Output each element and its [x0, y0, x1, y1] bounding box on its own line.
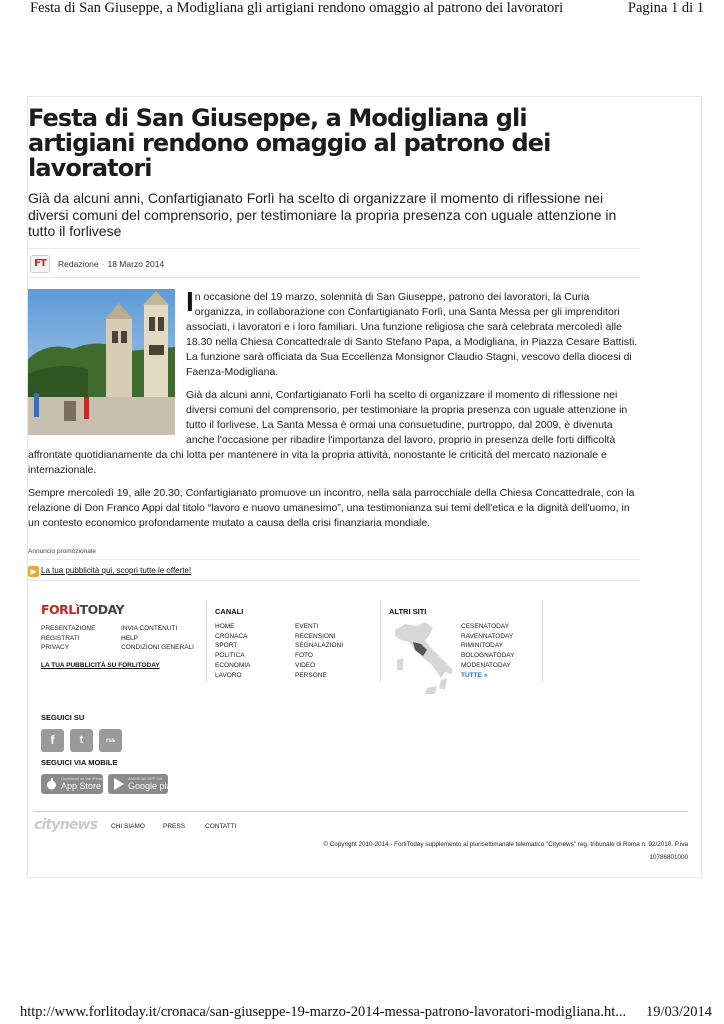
play-store-icon: [113, 778, 124, 790]
footer-link-registrati[interactable]: REGISTRATI: [41, 634, 80, 642]
print-url: http://www.forlitoday.it/cronaca/san-giuseppe-19-marzo-2014-messa-patrono-lavoratori-modigliana.ht...: [20, 1004, 627, 1020]
italy-map-icon: [389, 620, 459, 698]
canale-link[interactable]: PERSONE: [295, 671, 327, 679]
author-logo-icon: FT: [30, 255, 50, 273]
contatti-link[interactable]: CONTATTI: [205, 823, 237, 830]
print-date: 19/03/2014: [645, 1004, 712, 1020]
forlitoday-logo[interactable]: FORLìTODAY: [41, 602, 125, 617]
ad-link-row: [28, 565, 640, 581]
print-footer: [20, 1004, 712, 1024]
footer-link-presentazione[interactable]: PRESENTAZIONE: [41, 625, 96, 632]
footer-link-condizioni[interactable]: CONDIZIONI GENERALI: [121, 644, 194, 652]
twitter-button[interactable]: [70, 729, 93, 752]
canale-link[interactable]: ECONOMIA: [215, 661, 251, 669]
canale-link[interactable]: POLITICA: [215, 652, 245, 660]
app-store-button[interactable]: Download on the iPhone App Store: [41, 774, 103, 794]
altro-sito-link[interactable]: RIMINITODAY: [461, 642, 504, 650]
tutte-link[interactable]: TUTTE »: [461, 671, 488, 679]
canale-link[interactable]: SPORT: [215, 642, 238, 650]
piva-number: 10786801000: [649, 854, 688, 861]
canali-col-2: [295, 622, 343, 680]
byline: [28, 248, 640, 278]
footer-divider: [542, 600, 543, 682]
footer-divider: [380, 600, 381, 682]
canale-link[interactable]: FOTO: [295, 652, 313, 660]
article-paragraph-3: Sempre mercoledì 19, alle 20.30, Confartigianato promuove un incontro, nella sala parrocchiale della Chiesa Concattedrale, con la relazione di Don Franco Appi dal titolo “lavoro e nuovo umanesimo”, una testimonianza sui temi dell'etica e la dignità dell'uomo, in un contesto economico profondamente mutato a causa della crisi finanziaria mondiale.: [28, 487, 635, 529]
seguici-heading: SEGUICI SU: [41, 713, 85, 722]
canale-link[interactable]: CRONACA: [215, 632, 248, 640]
rss-button[interactable]: [99, 729, 122, 752]
print-header-title: Festa di San Giuseppe, a Modigliana gli artigiani rendono omaggio al patrono dei lavoratori: [30, 0, 564, 16]
canale-link[interactable]: LAVORO: [215, 671, 242, 679]
article-date: 18 Marzo 2014: [107, 259, 165, 269]
canale-link[interactable]: EVENTI: [295, 623, 319, 630]
canali-col-1: [215, 622, 250, 680]
footer-advert-link[interactable]: LA TUA PUBBLICITÀ SU FORLìTODAY: [41, 662, 160, 669]
article-body: [28, 286, 640, 539]
footer-link-invia-contenuti[interactable]: INVIA CONTENUTI: [121, 625, 178, 632]
dropcap: I: [186, 286, 194, 317]
altri-siti-heading: ALTRI SITI: [389, 607, 427, 616]
print-header: [30, 0, 704, 20]
twitter-icon: t: [79, 734, 84, 746]
footer-col-1: [41, 624, 95, 653]
canale-link[interactable]: SEGNALAZIONI: [295, 642, 344, 650]
copyright: © Copyright 2010-2014 - ForlìToday supplemento al plurisettimanale telematico "Citynews" reg. tribunale di Roma n. 92/2010. P.iva 10786801000: [268, 838, 688, 864]
altro-sito-link[interactable]: BOLOGNATODAY: [461, 652, 515, 660]
chi-siamo-link[interactable]: CHI SIAMO: [111, 823, 145, 830]
footer-link-privacy[interactable]: PRIVACY: [41, 644, 70, 652]
footer-rule: [33, 811, 688, 812]
ad-link[interactable]: La tua pubblicità qui, scopri tutte le offerte!: [41, 566, 192, 575]
canale-link[interactable]: VIDEO: [295, 661, 316, 669]
rss-icon: rss: [105, 738, 115, 744]
citynews-logo[interactable]: citynews: [34, 817, 98, 833]
print-page-number: Pagina 1 di 1: [627, 0, 704, 16]
altro-sito-link[interactable]: MODENATODAY: [461, 661, 511, 669]
facebook-icon: f: [50, 733, 55, 747]
canale-link[interactable]: RECENSIONI: [295, 632, 336, 640]
footer-link-help[interactable]: HELP: [121, 634, 138, 642]
footer-divider: [206, 600, 207, 682]
apple-icon: [46, 778, 57, 790]
article-paragraph-2: Già da alcuni anni, Confartigianato Forlì ha scelto di organizzare il momento di riflessione nei diversi comuni del comprensorio, per testimoniare la propria presenza con uguale attenzione in tutto il forlivese. La Santa Messa è ormai una consuetudine, purtroppo, dal 2009, è divenuta anche l'occasione per ribadire l'importanza del lavoro, proprio in presenza delle forti difficoltà affrontate quotidianamente da chi lotta per mantenere in vita la propria attività, nonostante le criticità del mercato nazionale e internazionale.: [28, 389, 628, 476]
article-subheadline: Già da alcuni anni, Confartigianato Forlì ha scelto di organizzare il momento di riflessione nei diversi comuni del comprensorio, per testimoniare la propria presenza con uguale attenzione in tutto il forlivese: [28, 190, 617, 239]
byline-separator: ·: [101, 259, 105, 269]
altri-siti-list: [461, 622, 514, 680]
site-footer: [28, 598, 688, 878]
footer-col-2: [121, 624, 194, 653]
altro-sito-link[interactable]: RAVENNATODAY: [461, 632, 514, 640]
article-paragraph-1: In occasione del 19 marzo, solennità di San Giuseppe, patrono dei lavoratori, la Curia organizza, in collaborazione con Confartigianato Forlì, una Santa Messa per gli imprenditori associati, i lavoratori e i loro familiari. Una funzione religiosa che sarà celebrata mercoledì alle 18.30 nella Chiesa Concattedrale di Santo Stefano Papa, a Modigliana, in Piazza Cesare Battisti. La funzione sarà officiata da Sua Eccellenza Monsignor Claudio Stagni, vescovo della diocesi di Faenza-Modigliana.: [186, 286, 638, 378]
canali-heading: CANALI: [215, 607, 244, 616]
mobile-heading: SEGUICI VIA MOBILE: [41, 758, 118, 767]
author-name[interactable]: Redazione: [58, 259, 99, 269]
press-link[interactable]: PRESS: [163, 823, 186, 830]
google-play-button[interactable]: ANDROID APP ON Google play: [108, 774, 168, 794]
article-headline: Festa di San Giuseppe, a Modigliana gli artigiani rendono omaggio al patrono dei lavoratori: [28, 104, 551, 182]
canale-link[interactable]: HOME: [215, 623, 235, 630]
facebook-button[interactable]: [41, 729, 64, 752]
ad-label: Annuncio promozionale: [28, 548, 640, 560]
altro-sito-link[interactable]: CESENATODAY: [461, 623, 510, 630]
ad-megaphone-icon: ▶: [28, 566, 39, 577]
